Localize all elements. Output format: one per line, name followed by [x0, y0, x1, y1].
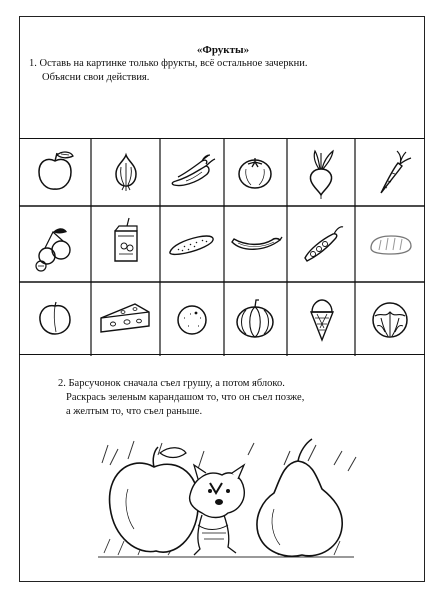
task2-instruction-2: Раскрась зеленым карандашом то, что он съел позже, — [66, 392, 305, 403]
pepper-icon — [160, 139, 224, 206]
apple-icon — [19, 139, 91, 206]
grid-cell-bread[interactable] — [355, 206, 425, 282]
grid-cell-onion[interactable] — [91, 139, 160, 206]
page-title: «Фрукты» — [196, 44, 250, 56]
ice-cream-icon — [287, 282, 355, 356]
grid-cell-cucumber[interactable] — [160, 206, 224, 282]
grid-cell-apple[interactable] — [19, 139, 91, 206]
task2-instruction-3: а желтым то, что съел раньше. — [66, 406, 203, 417]
beet-icon — [287, 139, 355, 206]
grid-cell-cabbage[interactable] — [355, 282, 425, 356]
onion-icon — [91, 139, 160, 206]
grid-cell-carrot[interactable] — [355, 139, 425, 206]
grid-cell-pepper[interactable] — [160, 139, 224, 206]
picture-grid — [19, 138, 425, 355]
cherries-plum-icon — [19, 206, 91, 282]
tomato-icon — [224, 139, 287, 206]
banana-icon — [224, 206, 287, 282]
grid-cell-banana[interactable] — [224, 206, 287, 282]
grid-cell-beet[interactable] — [287, 139, 355, 206]
carrot-icon — [355, 139, 425, 206]
bread-loaf-icon — [355, 206, 425, 282]
badger-icon[interactable] — [190, 465, 245, 555]
task1-instruction-2: Объясни свои действия. — [42, 72, 150, 83]
grid-cell-cherries[interactable] — [19, 206, 91, 282]
apple-icon[interactable] — [110, 447, 199, 552]
grid-cell-juice-box[interactable] — [91, 206, 160, 282]
cabbage-icon — [355, 282, 425, 356]
grid-cell-pea-pod[interactable] — [287, 206, 355, 282]
grid-cell-tomato[interactable] — [224, 139, 287, 206]
task1-instruction: 1. Оставь на картинке только фрукты, всё остальное зачеркни. — [29, 58, 308, 69]
cucumber-icon — [160, 206, 224, 282]
grid-cell-pumpkin[interactable] — [224, 282, 287, 356]
grid-cell-apricot[interactable] — [19, 282, 91, 356]
task2-instruction: 2. Барсучонок сначала съел грушу, а потом яблоко. — [58, 378, 285, 389]
apricot-icon — [19, 282, 91, 356]
pear-icon[interactable] — [257, 439, 342, 556]
pea-pod-icon — [287, 206, 355, 282]
orange-icon — [160, 282, 224, 356]
coloring-scene — [98, 435, 360, 565]
grid-cell-cheese[interactable] — [91, 282, 160, 356]
grid-cell-orange[interactable] — [160, 282, 224, 356]
cheese-icon — [91, 282, 160, 356]
juice-box-icon — [91, 206, 160, 282]
pumpkin-icon — [224, 282, 287, 356]
grid-cell-ice-cream[interactable] — [287, 282, 355, 356]
scene-drawing — [98, 435, 360, 565]
